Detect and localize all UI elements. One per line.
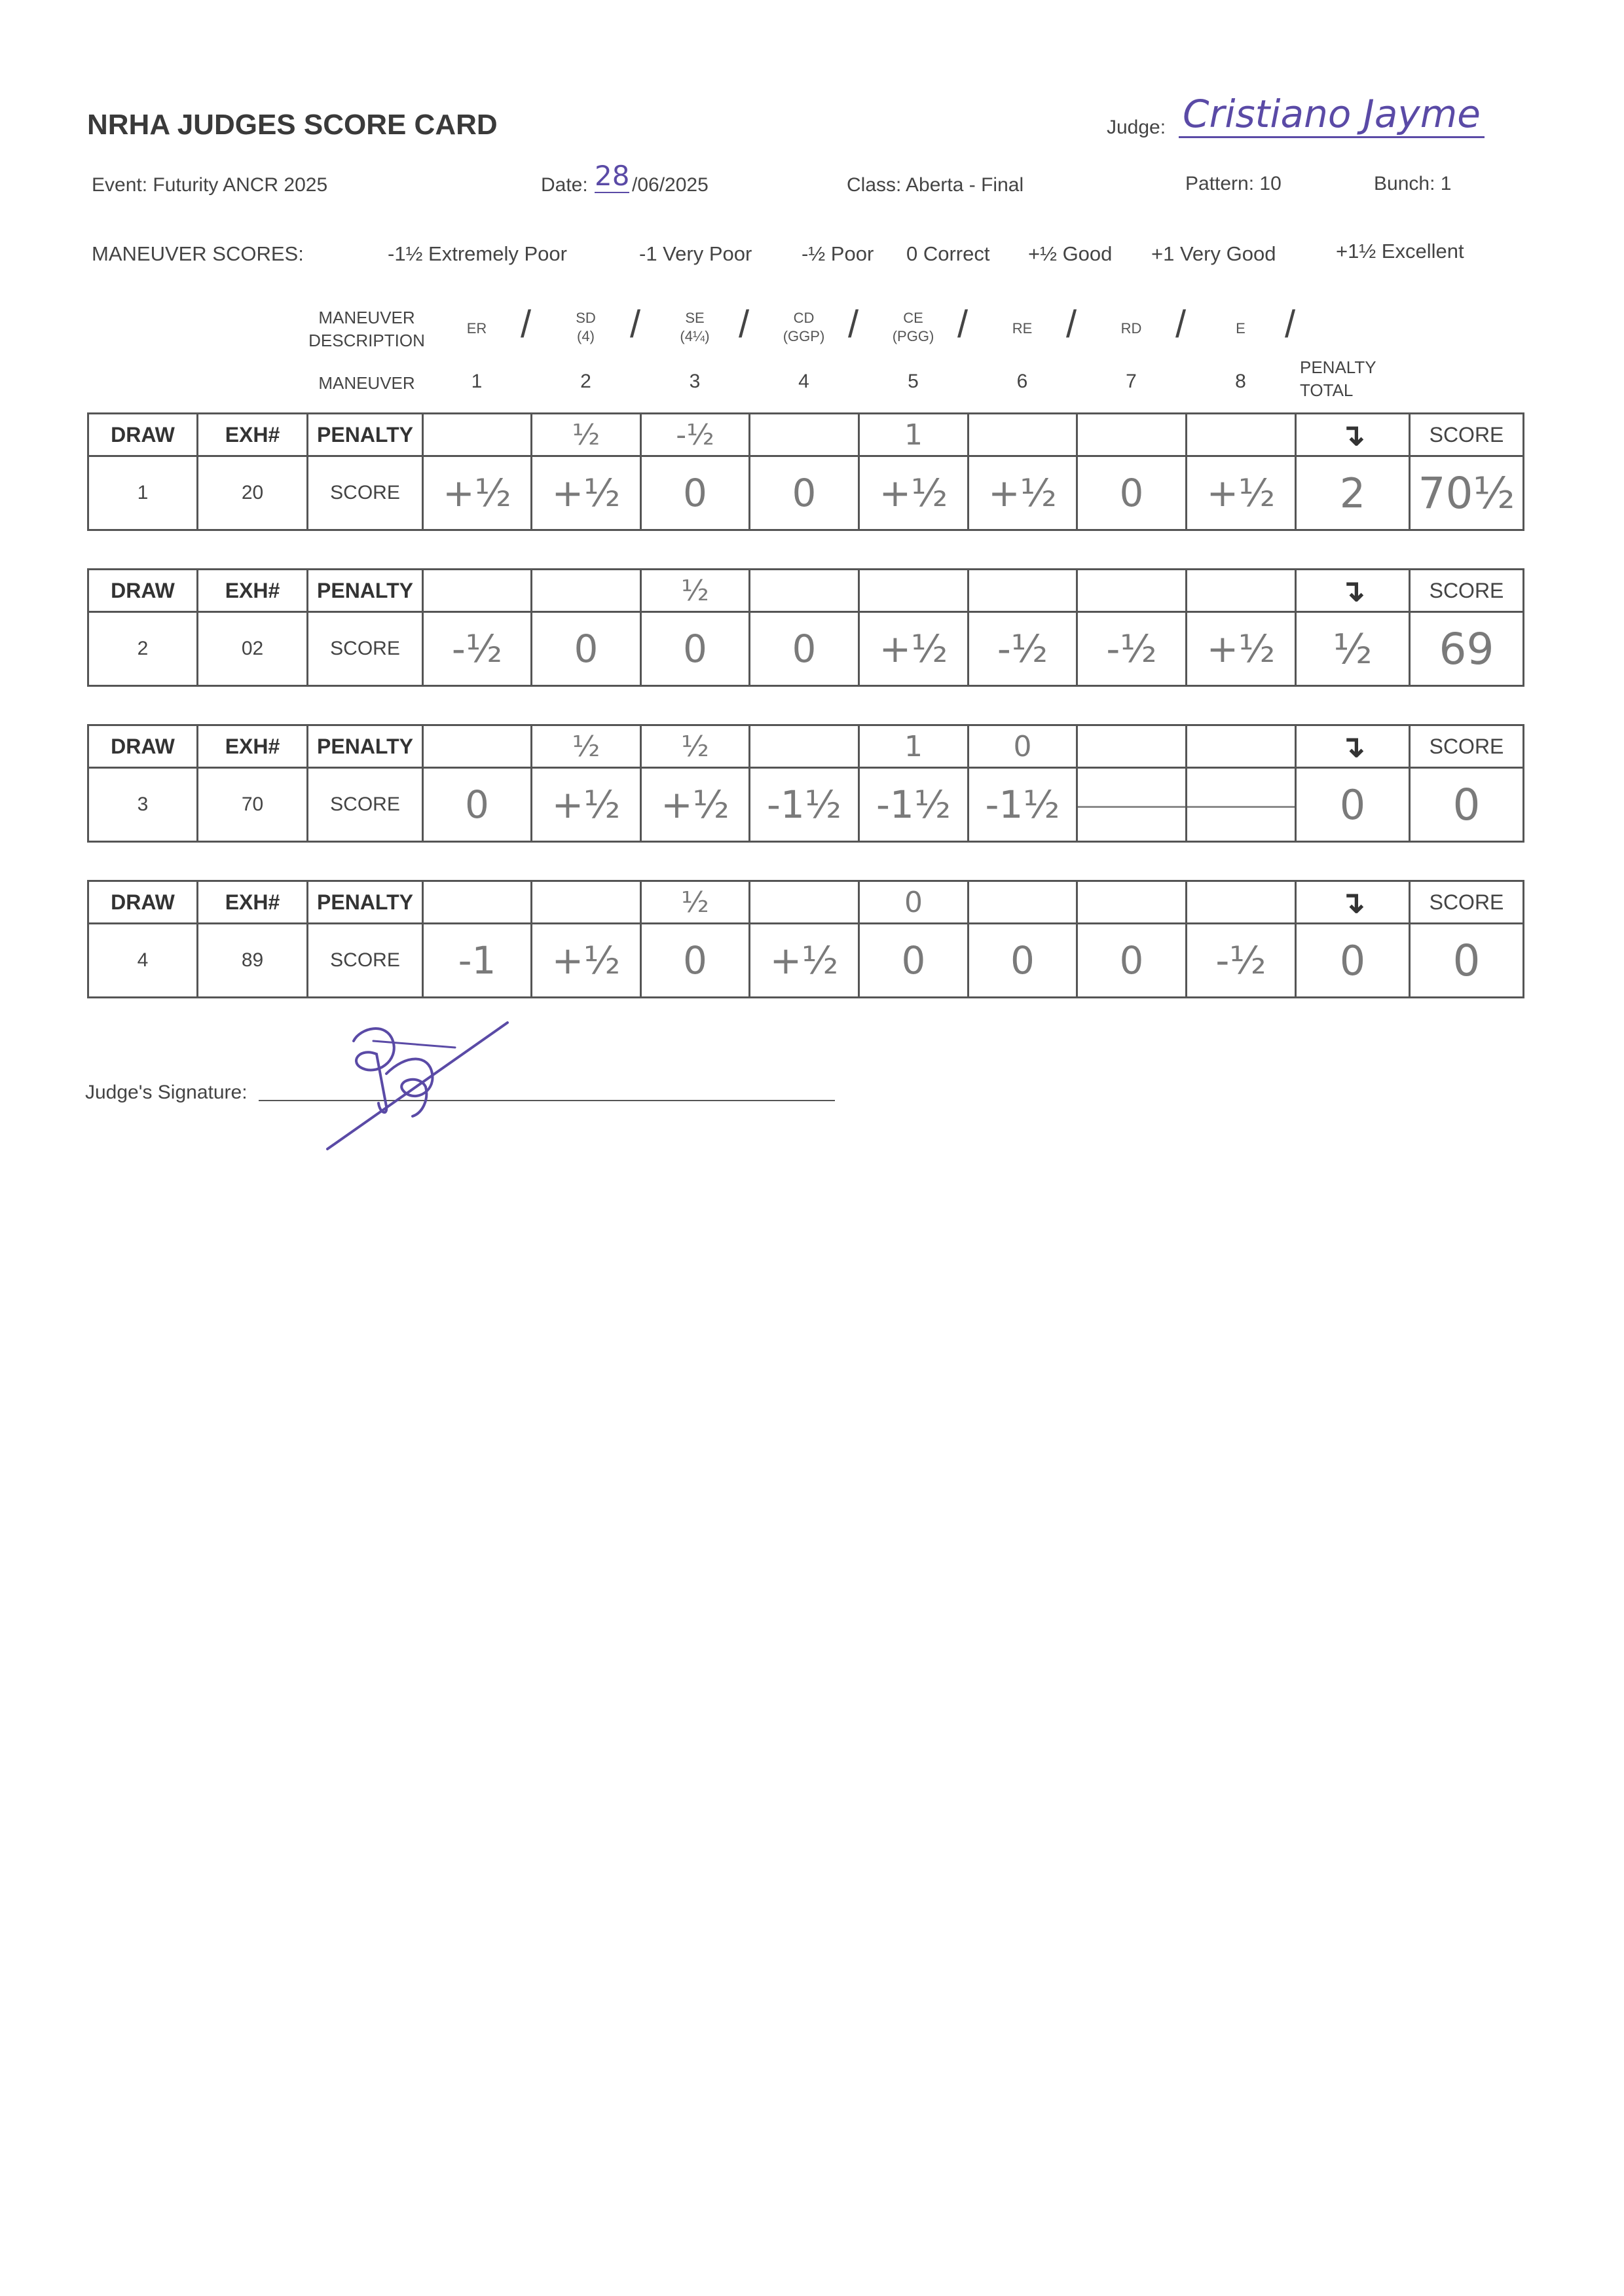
- penalty-cell[interactable]: ½: [641, 881, 750, 924]
- maneuver-score-cell[interactable]: -1½: [859, 768, 969, 842]
- signature-label: Judge's Signature:: [85, 1082, 248, 1103]
- penalty-total-arrow-icon: ↴: [1296, 570, 1410, 612]
- penalty-cell[interactable]: [1187, 725, 1296, 768]
- exh-header: EXH#: [198, 725, 308, 768]
- maneuver-score-cell[interactable]: 0: [1077, 924, 1187, 998]
- draw-number: 2: [88, 612, 198, 686]
- maneuver-number-7: 7: [1126, 371, 1137, 392]
- scale-correct: 0 Correct: [906, 242, 990, 265]
- draw-3-table: [87, 724, 1524, 843]
- card-title: NRHA JUDGES SCORE CARD: [87, 109, 498, 141]
- penalty-cell[interactable]: [750, 414, 859, 456]
- maneuver-number-5: 5: [908, 371, 919, 392]
- pattern-field: Pattern: 10: [1185, 173, 1282, 194]
- bunch-field: Bunch: 1: [1374, 173, 1452, 194]
- penalty-cell[interactable]: [969, 881, 1077, 924]
- penalty-cell[interactable]: [969, 414, 1077, 456]
- maneuver-number-6: 6: [1016, 371, 1028, 392]
- penalty-row-label: PENALTY: [308, 881, 423, 924]
- maneuver-score-cell[interactable]: 0: [969, 924, 1077, 998]
- final-score-value[interactable]: 0: [1410, 924, 1524, 998]
- draw-number: 1: [88, 456, 198, 530]
- penalty-cell[interactable]: [750, 570, 859, 612]
- penalty-cell[interactable]: [859, 570, 969, 612]
- maneuver-score-cell[interactable]: +½: [969, 456, 1077, 530]
- struck-out-line: [1187, 806, 1295, 808]
- penalty-cell[interactable]: ½: [532, 725, 641, 768]
- penalty-row-label: PENALTY: [308, 725, 423, 768]
- maneuver-score-cell[interactable]: +½: [532, 456, 641, 530]
- score-header: SCORE: [1410, 414, 1524, 456]
- penalty-cell[interactable]: [532, 881, 641, 924]
- penalty-cell[interactable]: [1077, 881, 1187, 924]
- maneuver-code-6: RE: [1012, 320, 1033, 337]
- scale-good: +½ Good: [1028, 242, 1113, 265]
- penalty-cell[interactable]: [1187, 570, 1296, 612]
- score-header: SCORE: [1410, 881, 1524, 924]
- penalty-cell[interactable]: ½: [641, 725, 750, 768]
- penalty-cell[interactable]: [423, 881, 532, 924]
- penalty-total-label: PENALTY TOTAL: [1300, 357, 1376, 401]
- maneuver-score-cell-struck[interactable]: [1077, 768, 1187, 842]
- final-score-value[interactable]: 70½: [1410, 456, 1524, 530]
- penalty-cell[interactable]: [423, 725, 532, 768]
- score-header: SCORE: [1410, 570, 1524, 612]
- judge-name: Cristiano Jayme: [1179, 92, 1485, 138]
- maneuver-score-cell[interactable]: -½: [1077, 612, 1187, 686]
- maneuver-score-cell[interactable]: -1: [423, 924, 532, 998]
- maneuver-score-cell[interactable]: 0: [641, 612, 750, 686]
- separator-slash: /: [521, 303, 532, 346]
- score-row-label: SCORE: [308, 612, 423, 686]
- maneuver-score-cell[interactable]: 0: [641, 924, 750, 998]
- penalty-cell[interactable]: [423, 570, 532, 612]
- penalty-cell[interactable]: 1: [859, 725, 969, 768]
- penalty-cell[interactable]: [1077, 570, 1187, 612]
- maneuver-score-cell[interactable]: -1½: [969, 768, 1077, 842]
- draw-header: DRAW: [88, 570, 198, 612]
- maneuver-code-5: CE (PGG): [892, 310, 934, 344]
- maneuver-score-cell[interactable]: +½: [750, 924, 859, 998]
- scale-very-poor: -1 Very Poor: [639, 242, 752, 265]
- penalty-total-arrow-icon: ↴: [1296, 725, 1410, 768]
- maneuver-score-cell[interactable]: 0: [423, 768, 532, 842]
- event-field: Event: Futurity ANCR 2025: [92, 174, 328, 196]
- penalty-total-value[interactable]: 0: [1296, 924, 1410, 998]
- scale-very-good: +1 Very Good: [1151, 242, 1276, 265]
- draw-header: DRAW: [88, 725, 198, 768]
- penalty-cell[interactable]: [750, 725, 859, 768]
- penalty-total-value[interactable]: 0: [1296, 768, 1410, 842]
- maneuver-number-4: 4: [798, 371, 809, 392]
- draw-header: DRAW: [88, 414, 198, 456]
- maneuver-code-3: SE (4¼): [680, 310, 710, 344]
- final-score-value[interactable]: 0: [1410, 768, 1524, 842]
- maneuver-score-cell[interactable]: +½: [859, 612, 969, 686]
- exhibitor-number: 70: [198, 768, 308, 842]
- penalty-cell[interactable]: 1: [859, 414, 969, 456]
- score-header: SCORE: [1410, 725, 1524, 768]
- penalty-cell[interactable]: 0: [859, 881, 969, 924]
- maneuver-score-cell[interactable]: +½: [423, 456, 532, 530]
- separator-slash: /: [739, 303, 750, 346]
- penalty-row-label: PENALTY: [308, 570, 423, 612]
- maneuver-score-cell[interactable]: 0: [641, 456, 750, 530]
- maneuver-score-cell[interactable]: +½: [1187, 612, 1296, 686]
- struck-out-line: [1078, 806, 1185, 808]
- maneuver-score-cell[interactable]: -½: [1187, 924, 1296, 998]
- exhibitor-number: 89: [198, 924, 308, 998]
- score-row-label: SCORE: [308, 768, 423, 842]
- exh-header: EXH#: [198, 881, 308, 924]
- score-row-label: SCORE: [308, 924, 423, 998]
- maneuver-code-2: SD (4): [576, 310, 596, 344]
- separator-slash: /: [1285, 303, 1296, 346]
- maneuver-label: MANEUVER: [318, 373, 415, 393]
- maneuver-score-cell[interactable]: +½: [859, 456, 969, 530]
- penalty-total-value[interactable]: ½: [1296, 612, 1410, 686]
- maneuver-score-cell[interactable]: 0: [1077, 456, 1187, 530]
- penalty-total-arrow-icon: ↴: [1296, 881, 1410, 924]
- separator-slash: /: [1066, 303, 1077, 346]
- scale-poor: -½ Poor: [802, 242, 874, 265]
- exh-header: EXH#: [198, 414, 308, 456]
- maneuver-score-cell[interactable]: +½: [1187, 456, 1296, 530]
- penalty-cell[interactable]: [750, 881, 859, 924]
- final-score-value[interactable]: 69: [1410, 612, 1524, 686]
- maneuver-scores-label: MANEUVER SCORES:: [92, 242, 304, 265]
- maneuver-score-cell[interactable]: 0: [750, 456, 859, 530]
- penalty-cell[interactable]: [532, 570, 641, 612]
- separator-slash: /: [630, 303, 641, 346]
- maneuver-code-4: CD (GGP): [783, 310, 825, 344]
- scale-extremely-poor: -1½ Extremely Poor: [388, 242, 567, 265]
- penalty-cell[interactable]: [423, 414, 532, 456]
- maneuver-score-cell-struck[interactable]: [1187, 768, 1296, 842]
- penalty-cell[interactable]: -½: [641, 414, 750, 456]
- maneuver-score-cell[interactable]: +½: [641, 768, 750, 842]
- draw-number: 3: [88, 768, 198, 842]
- date-label: Date:: [541, 174, 588, 196]
- separator-slash: /: [957, 303, 969, 346]
- exhibitor-number: 02: [198, 612, 308, 686]
- penalty-cell[interactable]: [1077, 414, 1187, 456]
- maneuver-number-2: 2: [580, 371, 591, 392]
- penalty-row-label: PENALTY: [308, 414, 423, 456]
- maneuver-score-cell[interactable]: -½: [423, 612, 532, 686]
- maneuver-score-cell[interactable]: +½: [532, 924, 641, 998]
- maneuver-score-cell[interactable]: -1½: [750, 768, 859, 842]
- penalty-cell[interactable]: [1077, 725, 1187, 768]
- score-row-label: SCORE: [308, 456, 423, 530]
- date-rest: /06/2025: [632, 174, 709, 196]
- penalty-total-arrow-icon: ↴: [1296, 414, 1410, 456]
- draw-header: DRAW: [88, 881, 198, 924]
- maneuver-code-8: E: [1236, 320, 1246, 337]
- draw-1-table: [87, 412, 1524, 531]
- judge-label: Judge:: [1107, 117, 1166, 138]
- maneuver-code-1: ER: [466, 320, 487, 337]
- penalty-cell[interactable]: ½: [641, 570, 750, 612]
- penalty-cell[interactable]: [1187, 414, 1296, 456]
- exhibitor-number: 20: [198, 456, 308, 530]
- penalty-total-value[interactable]: 2: [1296, 456, 1410, 530]
- scale-excellent: +1½ Excellent: [1336, 240, 1464, 263]
- maneuver-code-7: RD: [1120, 320, 1142, 337]
- draw-number: 4: [88, 924, 198, 998]
- maneuver-score-cell[interactable]: +½: [532, 768, 641, 842]
- penalty-cell[interactable]: ½: [532, 414, 641, 456]
- handwritten-signature: [314, 1015, 524, 1159]
- maneuver-description-label: MANEUVER DESCRIPTION: [308, 308, 425, 351]
- date-day: 28: [595, 160, 630, 192]
- maneuver-score-cell[interactable]: 0: [750, 612, 859, 686]
- separator-slash: /: [848, 303, 859, 346]
- penalty-cell[interactable]: [1187, 881, 1296, 924]
- maneuver-score-cell[interactable]: -½: [969, 612, 1077, 686]
- class-field: Class: Aberta - Final: [847, 174, 1024, 196]
- penalty-cell[interactable]: [969, 570, 1077, 612]
- draw-2-table: [87, 568, 1524, 687]
- maneuver-score-cell[interactable]: 0: [859, 924, 969, 998]
- draw-4-table: [87, 880, 1524, 998]
- maneuver-number-8: 8: [1235, 371, 1246, 392]
- exh-header: EXH#: [198, 570, 308, 612]
- maneuver-number-3: 3: [689, 371, 701, 392]
- maneuver-number-1: 1: [471, 371, 483, 392]
- maneuver-score-cell[interactable]: 0: [532, 612, 641, 686]
- penalty-cell[interactable]: 0: [969, 725, 1077, 768]
- separator-slash: /: [1175, 303, 1187, 346]
